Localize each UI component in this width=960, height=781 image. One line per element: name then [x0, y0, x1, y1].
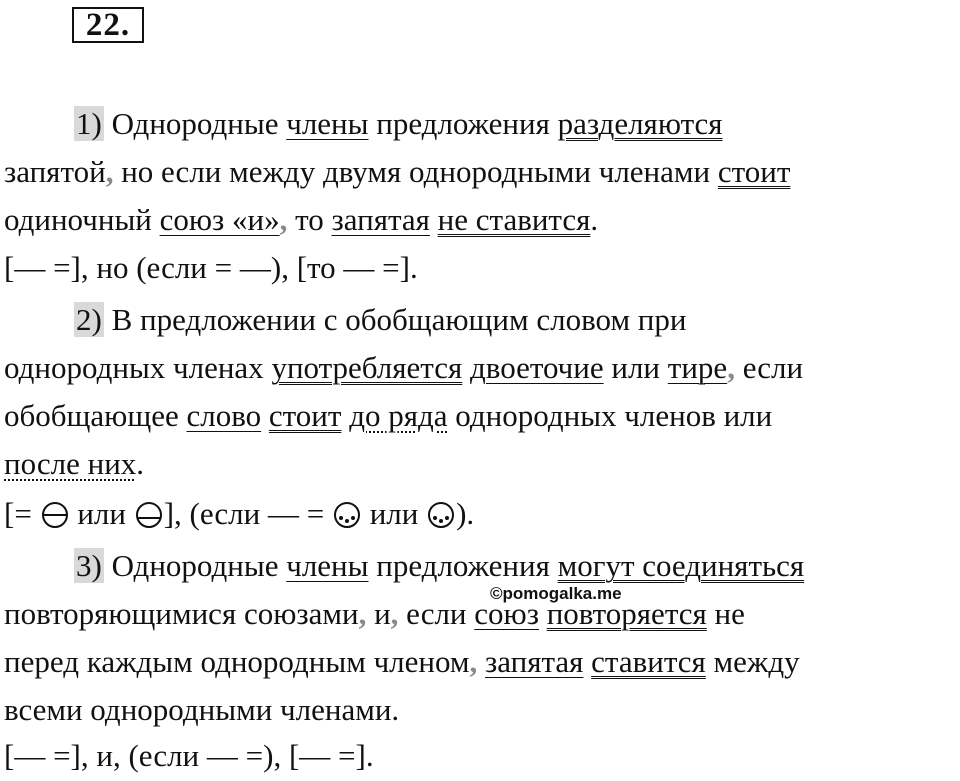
subject: тире — [667, 350, 728, 385]
adverbial: до ряда — [349, 398, 448, 433]
comma-mark: , — [390, 596, 399, 631]
watermark: ©pomogalka.me — [490, 584, 622, 603]
dotted-circle-icon — [426, 500, 456, 530]
predicate: стоит — [717, 154, 791, 189]
comma-mark: , — [105, 154, 114, 189]
predicate: разделяются — [557, 106, 723, 141]
predicate: не ставится — [437, 202, 591, 237]
subject: союз «и» — [159, 202, 280, 237]
item-number: 2) — [76, 302, 102, 337]
subject: запятая — [331, 202, 430, 237]
p3-line1: 3) Однородные члены предложения могут соединяться — [76, 548, 805, 583]
subject: запятая — [485, 644, 584, 679]
p3-line3: перед каждым однородным членом, запятая ставится между — [4, 644, 800, 679]
adverbial: после них — [4, 446, 137, 481]
p2-scheme: [= или ], (если — = или ). — [4, 496, 475, 531]
dotted-circle-icon — [332, 500, 362, 530]
subject: двоеточие — [470, 350, 604, 385]
subject: члены — [286, 548, 369, 583]
predicate: стоит — [268, 398, 342, 433]
subject: члены — [286, 106, 369, 141]
p2-line3: обобщающее слово стоит до ряда однородных членов или — [4, 398, 773, 433]
predicate: ставится — [591, 644, 706, 679]
item-number: 1) — [76, 106, 102, 141]
comma-mark: , — [469, 644, 478, 679]
p1-line3: одиночный союз «и», то запятая не ставится. — [4, 202, 599, 237]
p2-line4: после них. — [4, 446, 145, 481]
predicate: могут соединяться — [557, 548, 805, 583]
p3-line2: повторяющимися союзами, и, если союз повторяется не — [4, 596, 745, 631]
p2-line1: 2) В предложении с обобщающим словом при — [76, 302, 687, 337]
task-number: 22. — [72, 7, 144, 43]
p3-scheme: [— =], и, (если — =), [— =]. — [4, 738, 374, 773]
comma-mark: , — [727, 350, 735, 385]
comma-mark: , — [358, 596, 367, 631]
p1-line1: 1) Однородные члены предложения разделяются — [76, 106, 723, 141]
p2-line2: однородных членах употребляется двоеточие или тире, если — [4, 350, 804, 385]
predicate: употребляется — [271, 350, 463, 385]
comma-mark: , — [279, 202, 288, 237]
p1-scheme: [— =], но (если = —), [то — =]. — [4, 250, 418, 285]
subject: союз — [474, 596, 539, 631]
subject: слово — [186, 398, 262, 433]
p3-line4: всеми однородными членами. — [4, 692, 400, 727]
predicate: повторяется — [546, 596, 707, 631]
p1-line2: запятой, но если между двумя однородными членами стоит — [4, 154, 791, 189]
generalizing-word-circle-icon — [40, 500, 70, 530]
generalizing-word-circle-icon — [134, 500, 164, 530]
item-number: 3) — [76, 548, 102, 583]
